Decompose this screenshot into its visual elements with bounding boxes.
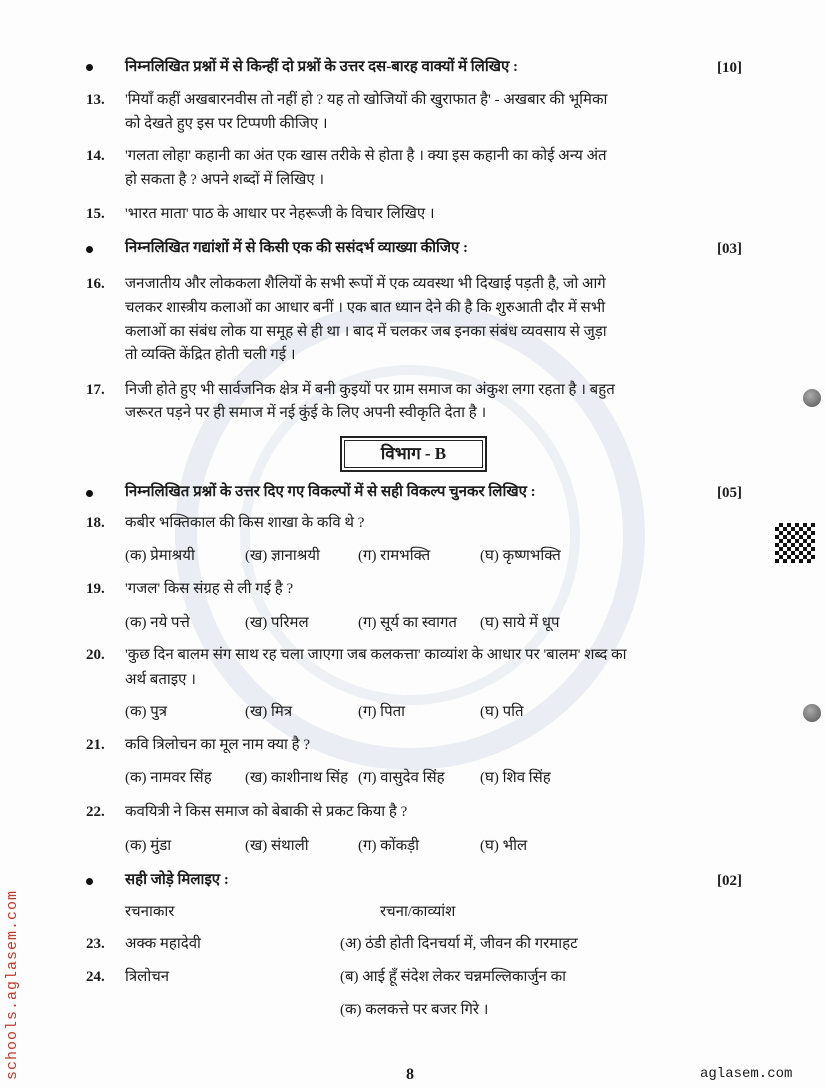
match-left: अक्क महादेवी: [125, 936, 201, 952]
option: (ग) रामभक्ति: [358, 548, 431, 564]
section-heading-b: विभाग - B: [340, 436, 487, 472]
question-number: 13.: [86, 92, 105, 108]
option: (क) प्रेमाश्रयी: [125, 548, 195, 564]
question-text: निजी होते हुए भी सार्वजनिक क्षेत्र में बनी कुइयों पर ग्राम समाज का अंकुश लगा रहता है । बहुत: [125, 382, 615, 398]
option: (ख) काशीनाथ सिंह: [245, 770, 349, 786]
option: (क) पुत्र: [125, 704, 168, 720]
option: (क) नये पत्ते: [125, 615, 190, 631]
marks: [05]: [717, 485, 742, 501]
section-instruction: निम्नलिखित प्रश्नों में से किन्हीं दो प्रश्नों के उत्तर दस-बारह वाक्यों में लिखिए :: [125, 59, 519, 75]
section-instruction: सही जोड़े मिलाइए :: [125, 872, 229, 888]
option: (ख) परिमल: [245, 615, 309, 631]
side-watermark: schools.aglasem.com: [4, 889, 21, 1080]
question-text: को देखते हुए इस पर टिप्पणी कीजिए ।: [125, 116, 328, 132]
bullet-icon: [86, 878, 93, 885]
question-text: हो सकता है ? अपने शब्दों में लिखिए ।: [125, 172, 325, 188]
column-header-work: रचना/काव्यांश: [380, 904, 456, 920]
question-text: कलाओं का संबंध लोक या समूह से ही था । बाद में चलकर जब इनका संबंध व्यवसाय से जुड़ा: [125, 324, 607, 340]
question-number: 15.: [86, 206, 105, 222]
option: (ग) पिता: [358, 704, 406, 720]
question-number: 20.: [86, 647, 105, 663]
question-text: जनजातीय और लोककला शैलियों के सभी रूपों में एक व्यवस्था भी दिखाई पड़ती है, जो आगे: [125, 276, 606, 292]
question-text: 'मियाँ कहीं अखबारनवीस तो नहीं हो ? यह तो खोजियों की खुराफात है' - अखबार की भूमिका: [125, 92, 608, 108]
option: (क) नामवर सिंह: [125, 770, 212, 786]
question-number: 21.: [86, 737, 105, 753]
punch-hole-icon: [803, 389, 821, 407]
match-right: (अ) ठंडी होती दिनचर्या में, जीवन की गरमाहट: [340, 936, 578, 952]
question-text: 'गलता लोहा' कहानी का अंत एक खास तरीके से होता है । क्या इस कहानी का कोई अन्य अंत: [125, 148, 607, 164]
option: (घ) भील: [480, 838, 528, 854]
option: (क) मुंडा: [125, 838, 172, 854]
option: (घ) साये में धूप: [480, 615, 560, 631]
question-number: 19.: [86, 581, 105, 597]
option: (ख) मित्र: [245, 704, 293, 720]
match-right: (ब) आई हूँ संदेश लेकर चन्नमल्लिकार्जुन का: [340, 969, 566, 985]
question-number: 24.: [86, 969, 105, 985]
question-text: चलकर शास्त्रीय कलाओं का आधार बनीं । एक बात ध्यान देने की है कि शुरुआती दौर में सभी: [125, 300, 606, 316]
option: (ख) ज्ञानाश्रयी: [245, 548, 320, 564]
option: (घ) शिव सिंह: [480, 770, 551, 786]
page-number: 8: [406, 1066, 414, 1083]
section-instruction: निम्नलिखित गद्यांशों में से किसी एक की ससंदर्भ व्याख्या कीजिए :: [125, 240, 469, 256]
match-left: त्रिलोचन: [125, 969, 170, 985]
question-text: 'कुछ दिन बालम संग साथ रह चला जाएगा जब कलकत्ता' काव्यांश के आधार पर 'बालम' शब्द का: [125, 647, 627, 663]
site-watermark: aglasem.com: [700, 1066, 793, 1082]
question-text: अर्थ बताइए ।: [125, 672, 196, 688]
question-text: तो व्यक्ति केंद्रित होती चली गई ।: [125, 347, 296, 363]
question-number: 17.: [86, 382, 105, 398]
option: (ख) संथाली: [245, 838, 309, 854]
marks: [10]: [717, 60, 742, 76]
question-text: कबीर भक्तिकाल की किस शाखा के कवि थे ?: [125, 515, 365, 531]
section-instruction: निम्नलिखित प्रश्नों के उत्तर दिए गए विकल्पों में से सही विकल्प चुनकर लिखिए :: [125, 484, 536, 500]
option: (ग) सूर्य का स्वागत: [358, 615, 457, 631]
marks: [02]: [717, 873, 742, 889]
option: (ग) वासुदेव सिंह: [358, 770, 445, 786]
question-number: 16.: [86, 276, 105, 292]
question-number: 22.: [86, 804, 105, 820]
question-number: 23.: [86, 936, 105, 952]
punch-hole-icon: [803, 704, 821, 722]
option: (घ) कृष्णभक्ति: [480, 548, 561, 564]
bullet-icon: [86, 246, 93, 253]
question-text: कवि त्रिलोचन का मूल नाम क्या है ?: [125, 737, 311, 753]
question-text: जरूरत पड़ने पर ही समाज में नई कुंई के लिए अपनी स्वीकृति देता है ।: [125, 405, 487, 421]
bullet-icon: [86, 490, 93, 497]
column-header-author: रचनाकार: [125, 904, 175, 920]
question-number: 18.: [86, 515, 105, 531]
marks: [03]: [717, 241, 742, 257]
option: (घ) पति: [480, 704, 524, 720]
option: (ग) कोंकड़ी: [358, 838, 420, 854]
question-number: 14.: [86, 148, 105, 164]
match-right: (क) कलकत्ते पर बजर गिरे ।: [340, 1002, 489, 1018]
question-text: 'गजल' किस संग्रह से ली गई है ?: [125, 581, 294, 597]
question-text: 'भारत माता' पाठ के आधार पर नेहरूजी के विचार लिखिए ।: [125, 206, 435, 222]
qr-code-icon: [775, 523, 815, 563]
question-text: कवयित्री ने किस समाज को बेबाकी से प्रकट किया है ?: [125, 804, 408, 820]
bullet-icon: [86, 64, 93, 71]
